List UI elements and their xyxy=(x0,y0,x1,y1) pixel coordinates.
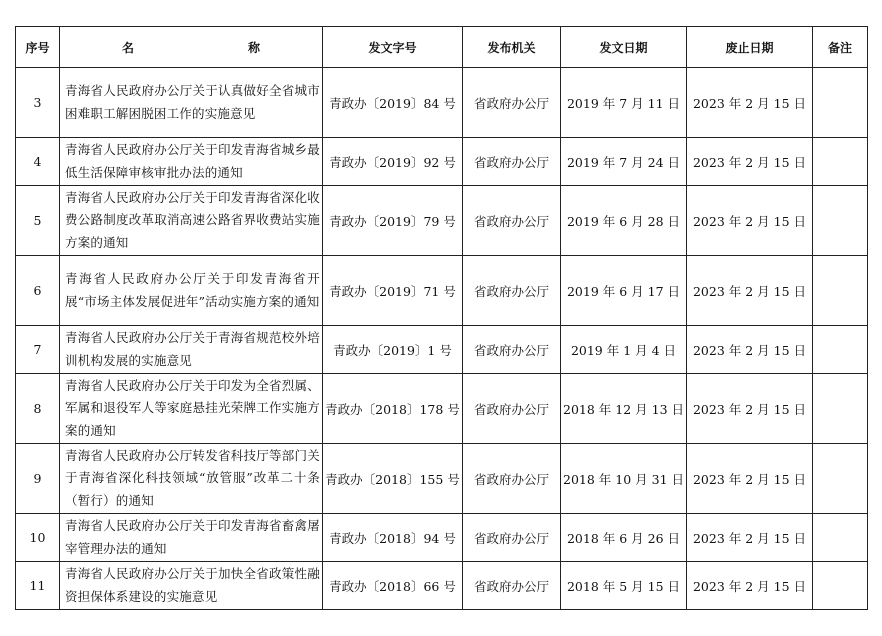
cell-doc-number: 青政办〔2019〕71 号 xyxy=(323,256,463,326)
header-remark: 备注 xyxy=(813,27,868,68)
cell-issuer: 省政府办公厅 xyxy=(463,186,561,256)
cell-issuer: 省政府办公厅 xyxy=(463,444,561,514)
table-row xyxy=(16,374,868,444)
cell-issuer: 省政府办公厅 xyxy=(463,326,561,374)
cell-issue-date: 2019 年 7 月 11 日 xyxy=(561,68,687,138)
document-page xyxy=(15,26,868,610)
cell-issue-date: 2018 年 6 月 26 日 xyxy=(561,514,687,562)
cell-serial: 7 xyxy=(16,326,60,374)
table-row xyxy=(16,68,868,138)
cell-issue-date: 2019 年 6 月 28 日 xyxy=(561,186,687,256)
cell-name: 青海省人民政府办公厅转发省科技厅等部门关于青海省深化科技领域“放管服”改革二十条（暂行）的通知 xyxy=(60,444,323,514)
header-doc-number: 发文字号 xyxy=(323,27,463,68)
header-issuer: 发布机关 xyxy=(463,27,561,68)
cell-name: 青海省人民政府办公厅关于青海省规范校外培训机构发展的实施意见 xyxy=(60,326,323,374)
table-row xyxy=(16,256,868,326)
cell-serial: 3 xyxy=(16,68,60,138)
cell-doc-number: 青政办〔2019〕1 号 xyxy=(323,326,463,374)
cell-serial: 6 xyxy=(16,256,60,326)
cell-repeal-date: 2023 年 2 月 15 日 xyxy=(687,326,813,374)
cell-remark xyxy=(813,562,868,610)
repealed-documents-table xyxy=(15,26,868,610)
cell-doc-number: 青政办〔2018〕66 号 xyxy=(323,562,463,610)
cell-serial: 10 xyxy=(16,514,60,562)
cell-serial: 4 xyxy=(16,138,60,186)
cell-repeal-date: 2023 年 2 月 15 日 xyxy=(687,514,813,562)
cell-name: 青海省人民政府办公厅关于加快全省政策性融资担保体系建设的实施意见 xyxy=(60,562,323,610)
cell-repeal-date: 2023 年 2 月 15 日 xyxy=(687,256,813,326)
cell-issuer: 省政府办公厅 xyxy=(463,68,561,138)
header-name-label: 名 称 xyxy=(121,40,290,55)
table-row xyxy=(16,326,868,374)
cell-remark xyxy=(813,444,868,514)
cell-doc-number: 青政办〔2019〕84 号 xyxy=(323,68,463,138)
table-row xyxy=(16,186,868,256)
cell-repeal-date: 2023 年 2 月 15 日 xyxy=(687,562,813,610)
cell-doc-number: 青政办〔2018〕155 号 xyxy=(323,444,463,514)
cell-issuer: 省政府办公厅 xyxy=(463,374,561,444)
cell-serial: 8 xyxy=(16,374,60,444)
cell-issue-date: 2018 年 5 月 15 日 xyxy=(561,562,687,610)
cell-name: 青海省人民政府办公厅关于印发青海省开展“市场主体发展促进年”活动实施方案的通知 xyxy=(60,256,323,326)
header-name xyxy=(60,27,323,68)
header-serial: 序号 xyxy=(16,27,60,68)
cell-remark xyxy=(813,326,868,374)
cell-doc-number: 青政办〔2019〕79 号 xyxy=(323,186,463,256)
cell-issue-date: 2019 年 7 月 24 日 xyxy=(561,138,687,186)
cell-repeal-date: 2023 年 2 月 15 日 xyxy=(687,374,813,444)
cell-name: 青海省人民政府办公厅关于印发青海省深化收费公路制度改革取消高速公路省界收费站实施方案的通知 xyxy=(60,186,323,256)
cell-issuer: 省政府办公厅 xyxy=(463,256,561,326)
cell-issuer: 省政府办公厅 xyxy=(463,514,561,562)
cell-serial: 11 xyxy=(16,562,60,610)
header-repeal-date: 废止日期 xyxy=(687,27,813,68)
cell-serial: 9 xyxy=(16,444,60,514)
cell-issue-date: 2019 年 1 月 4 日 xyxy=(561,326,687,374)
cell-remark xyxy=(813,186,868,256)
cell-repeal-date: 2023 年 2 月 15 日 xyxy=(687,68,813,138)
header-issue-date: 发文日期 xyxy=(561,27,687,68)
table-header-row xyxy=(16,27,868,68)
cell-name: 青海省人民政府办公厅关于印发青海省畜禽屠宰管理办法的通知 xyxy=(60,514,323,562)
table-row xyxy=(16,138,868,186)
cell-remark xyxy=(813,374,868,444)
table-row xyxy=(16,514,868,562)
cell-serial: 5 xyxy=(16,186,60,256)
cell-remark xyxy=(813,68,868,138)
cell-repeal-date: 2023 年 2 月 15 日 xyxy=(687,186,813,256)
table-row xyxy=(16,444,868,514)
cell-remark xyxy=(813,256,868,326)
cell-issue-date: 2019 年 6 月 17 日 xyxy=(561,256,687,326)
table-row xyxy=(16,562,868,610)
cell-issuer: 省政府办公厅 xyxy=(463,562,561,610)
cell-doc-number: 青政办〔2018〕178 号 xyxy=(323,374,463,444)
cell-name: 青海省人民政府办公厅关于印发为全省烈属、军属和退役军人等家庭悬挂光荣牌工作实施方案的通知 xyxy=(60,374,323,444)
cell-doc-number: 青政办〔2019〕92 号 xyxy=(323,138,463,186)
cell-repeal-date: 2023 年 2 月 15 日 xyxy=(687,444,813,514)
cell-issue-date: 2018 年 10 月 31 日 xyxy=(561,444,687,514)
cell-remark xyxy=(813,138,868,186)
cell-repeal-date: 2023 年 2 月 15 日 xyxy=(687,138,813,186)
cell-remark xyxy=(813,514,868,562)
cell-issuer: 省政府办公厅 xyxy=(463,138,561,186)
cell-name: 青海省人民政府办公厅关于认真做好全省城市困难职工解困脱困工作的实施意见 xyxy=(60,68,323,138)
cell-name: 青海省人民政府办公厅关于印发青海省城乡最低生活保障审核审批办法的通知 xyxy=(60,138,323,186)
cell-issue-date: 2018 年 12 月 13 日 xyxy=(561,374,687,444)
cell-doc-number: 青政办〔2018〕94 号 xyxy=(323,514,463,562)
